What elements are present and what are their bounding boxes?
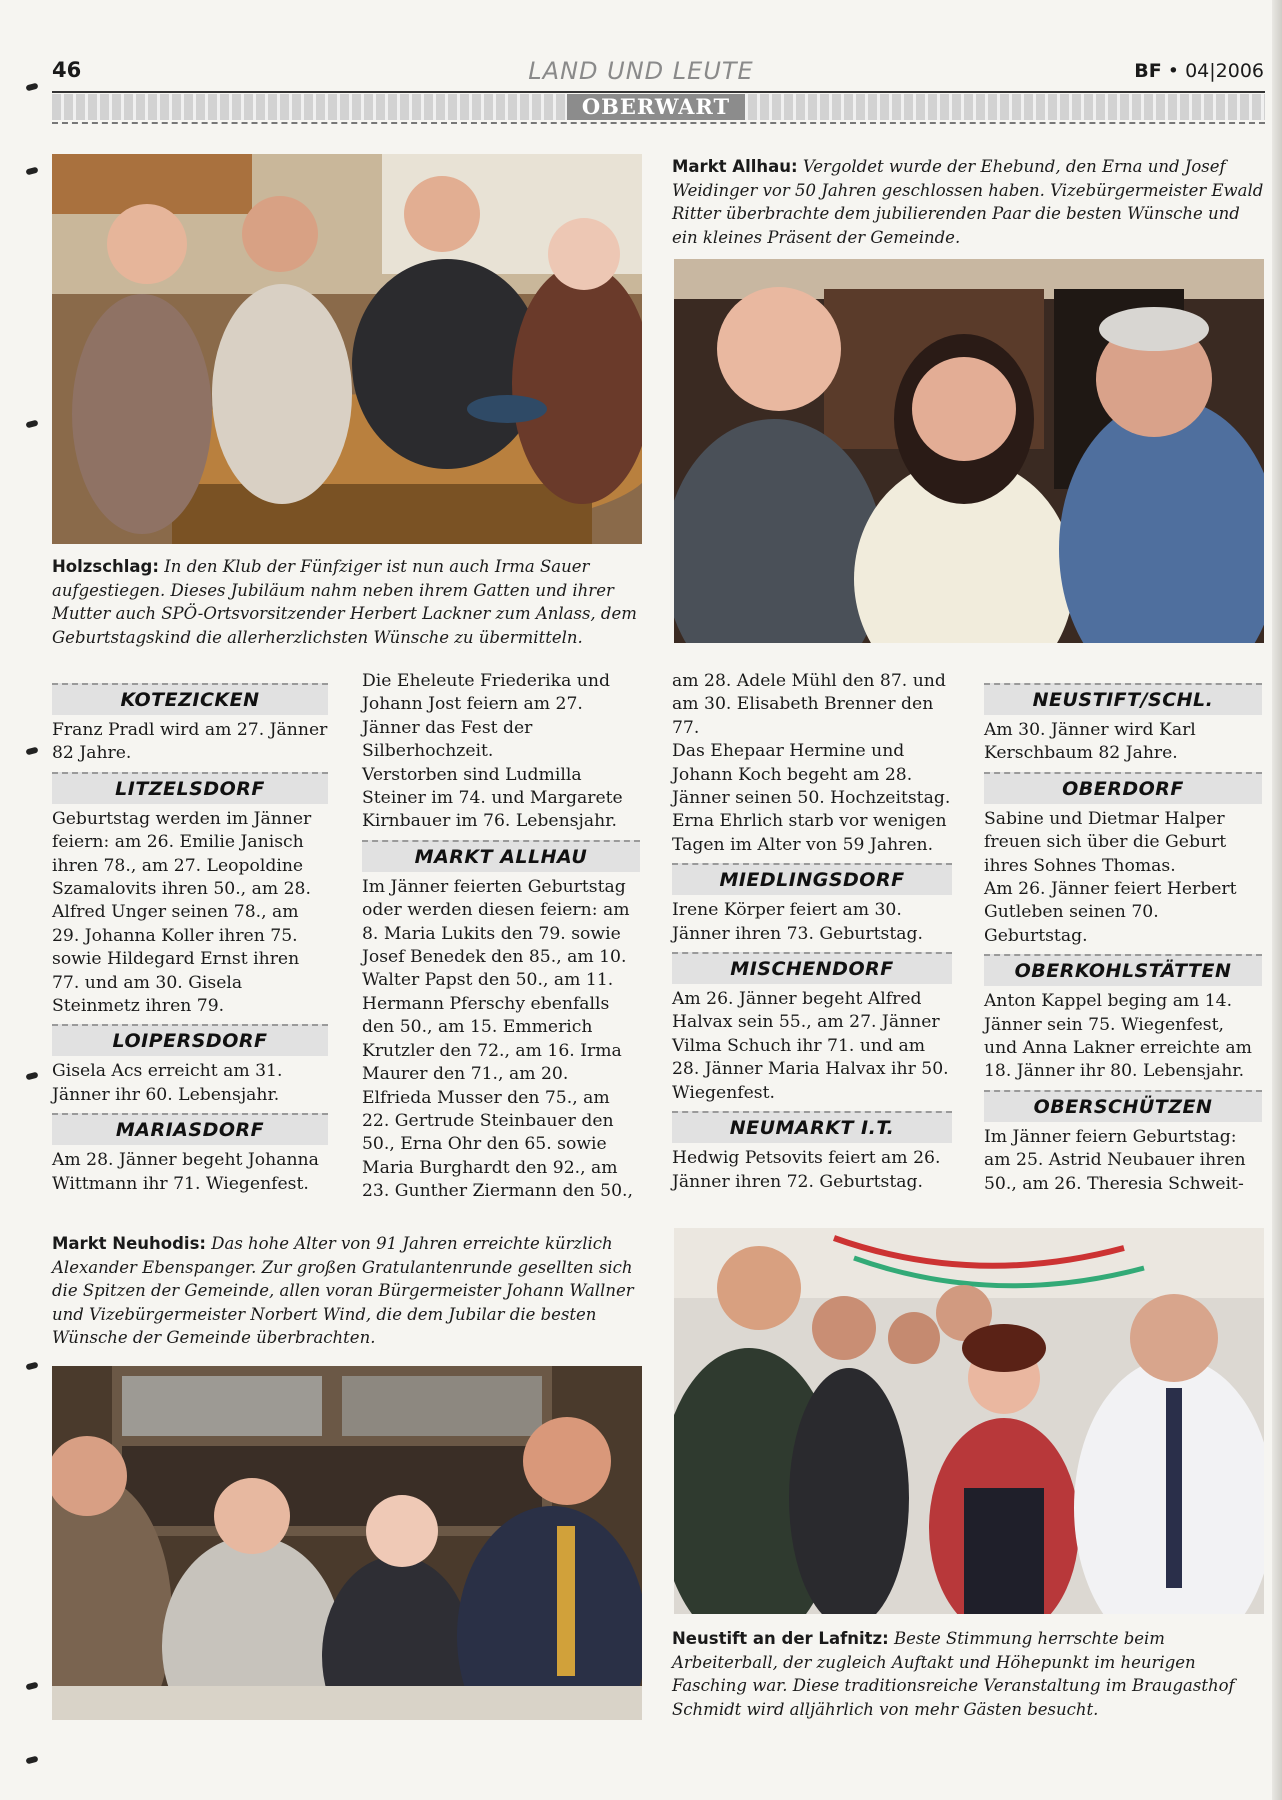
heading-mariasdorf: MARIASDORF	[52, 1113, 328, 1145]
margin-mark	[25, 1756, 38, 1765]
photo-markt-allhau	[674, 259, 1264, 643]
text-oberdorf-2: Am 26. Jänner feiert Herbert Gutleben seinen 70. Geburtstag.	[984, 879, 1237, 946]
issue-info	[1134, 60, 1264, 82]
scan-edge	[1272, 0, 1282, 1800]
text-jost-silberhochzeit: Die Eheleute Friederika und Johann Jost feiern am 27. Jänner das Fest der Silberhochzeit.	[362, 671, 610, 762]
caption-markt-allhau	[672, 155, 1264, 249]
text-oberkohlstaetten: Anton Kappel beging am 14. Jänner sein 75. Wiegenfest, und Anna Lakner erreichte am 18. Jänner ihr 80. Lebensjahr.	[984, 991, 1252, 1082]
column-2	[362, 670, 640, 1204]
text-mariasdorf: Am 28. Jänner begeht Johanna Wittmann ihr 71. Wiegenfest.	[52, 1150, 319, 1194]
caption-place: Markt Neuhodis:	[52, 1234, 207, 1253]
text-neustift-schl: Am 30. Jänner wird Karl Kerschbaum 82 Jahre.	[984, 720, 1196, 764]
heading-markt-allhau: MARKT ALLHAU	[362, 840, 640, 872]
caption-text: In den Klub der Fünfziger ist nun auch Irma Sauer aufgestiegen. Dieses Jubiläum nahm neben ihrem Gatten und ihrer Mutter auch SPÖ-Ortsvorsitzender Herbert Lackner zum Anlass, dem Geburtstagskind die allerherzlichsten Wünsche zu übermitteln.	[52, 557, 637, 647]
header-dashed-rule	[52, 122, 1265, 124]
caption-text: Beste Stimmung herrschte beim Arbeiterball, der zugleich Auftakt und Höhepunkt im heurigen Fasching war. Diese traditionsreiche Veranstaltung im Braugasthof Schmidt wird alljährlich von mehr Gästen besucht.	[672, 1629, 1235, 1719]
heading-kotezicken: KOTEZICKEN	[52, 683, 328, 715]
text-litzelsdorf: Geburtstag werden im Jänner feiern: am 26. Emilie Janisch ihren 78., am 27. Leopoldine Szamalovits ihren 50., am 28. Alfred Unger seinen 78., am 29. Johanna Koller ihren 75. sowie Hildegard Ernst ihren 77. und am 30. Gisela Steinmetz ihren 79.	[52, 808, 312, 1017]
text-oberdorf: Sabine und Dietmar Halper freuen sich über die Geburt ihres Sohnes Thomas.	[984, 808, 1227, 876]
heading-neumarkt: NEUMARKT I.T.	[672, 1111, 952, 1143]
caption-markt-neuhodis	[52, 1232, 644, 1350]
text-mischendorf: Am 26. Jänner begeht Alfred Halvax sein 55., am 27. Jänner Vilma Schuch ihr 71. und am 28. Jänner Maria Halvax ihr 50. Wiegenfest.	[672, 989, 949, 1103]
photo-holzschlag	[52, 154, 642, 544]
heading-oberkohlstaetten: OBERKOHLSTÄTTEN	[984, 954, 1262, 986]
issue-number: 04|2006	[1185, 60, 1264, 82]
text-verstorben: Verstorben sind Ludmilla Steiner im 74. und Margarete Kirnbauer im 76. Lebensjahr.	[362, 764, 623, 832]
section-title: LAND UND LEUTE	[528, 57, 754, 85]
caption-holzschlag	[52, 555, 642, 649]
text-muehl-brenner: am 28. Adele Mühl den 87. und am 30. Elisabeth Brenner den 77.	[672, 671, 946, 738]
heading-mischendorf: MISCHENDORF	[672, 952, 952, 984]
text-ehrlich: Erna Ehrlich starb vor wenigen Tagen im Alter von 59 Jahren.	[672, 811, 947, 855]
brand-logo: BF	[1134, 60, 1162, 82]
text-miedlingsdorf: Irene Körper feiert am 30. Jänner ihren 73. Geburtstag.	[672, 900, 923, 944]
photo-neustift-lafnitz	[674, 1228, 1264, 1614]
margin-mark	[25, 1362, 38, 1371]
caption-text: Vergoldet wurde der Ehebund, den Erna und Josef Weidinger vor 50 Jahren geschlossen haben. Vizebürgermeister Ewald Ritter überbrachte dem jubilierenden Paar die besten Wünsche und ein kleines Präsent der Gemeinde.	[672, 157, 1264, 247]
caption-place: Holzschlag:	[52, 557, 159, 576]
column-4	[984, 683, 1262, 1196]
heading-loipersdorf: LOIPERSDORF	[52, 1024, 328, 1056]
header-rule	[52, 91, 1265, 93]
page-number: 46	[52, 58, 82, 82]
text-koch-hochzeitstag: Das Ehepaar Hermine und Johann Koch begeht am 28. Jänner seinen 50. Hochzeitstag.	[672, 741, 951, 809]
text-neumarkt: Hedwig Petsovits feiert am 26. Jänner ihren 72. Geburtstag.	[672, 1148, 941, 1192]
heading-neustift-schl: NEUSTIFT/SCHL.	[984, 683, 1262, 715]
heading-litzelsdorf: LITZELSDORF	[52, 772, 328, 804]
margin-mark	[25, 420, 38, 429]
caption-neustift-lafnitz	[672, 1627, 1264, 1721]
heading-miedlingsdorf: MIEDLINGSDORF	[672, 863, 952, 895]
column-1	[52, 683, 328, 1196]
heading-oberschuetzen: OBERSCHÜTZEN	[984, 1090, 1262, 1122]
margin-mark	[25, 1682, 38, 1691]
header-separator: •	[1167, 60, 1180, 82]
caption-place: Markt Allhau:	[672, 157, 798, 176]
text-oberschuetzen: Im Jänner feiern Geburtstag: am 25. Astrid Neubauer ihren 50., am 26. Theresia Schweit-	[984, 1126, 1246, 1194]
heading-oberdorf: OBERDORF	[984, 772, 1262, 804]
margin-mark	[25, 1072, 38, 1081]
caption-text: Das hohe Alter von 91 Jahren erreichte kürzlich Alexander Ebenspanger. Zur großen Gratulantenrunde gesellten sich die Spitzen der Gemeinde, allen voran Bürgermeister Johann Wallner und Vizebürgermeister Norbert Wind, die dem Jubilar die besten Wünsche der Gemeinde überbrachten.	[52, 1234, 634, 1347]
margin-mark	[25, 167, 38, 176]
margin-mark	[25, 747, 38, 756]
photo-markt-neuhodis	[52, 1366, 642, 1720]
margin-mark	[25, 83, 38, 92]
text-loipersdorf: Gisela Acs erreicht am 31. Jänner ihr 60. Lebensjahr.	[52, 1061, 283, 1105]
text-markt-allhau: Im Jänner feierten Geburtstag oder werden diesen feiern: am 8. Maria Lukits den 79. sowie Josef Benedek den 85., am 10. Walter Papst den 50., am 11. Hermann Pferschy ebenfalls den 50., am 15. Emmerich Krutzler den 72., am 16. Irma Maurer den 71., am 20. Elfrieda Musser den 75., am 22. Gertrude Steinbauer den 50., Erna Ohr den 65. sowie Maria Burghardt den 92., am 23. Gunther Ziermann den 50.,	[362, 876, 633, 1202]
column-3	[672, 670, 952, 1194]
caption-place: Neustift an der Lafnitz:	[672, 1629, 889, 1648]
region-title: OBERWART	[567, 94, 745, 120]
text-kotezicken: Franz Pradl wird am 27. Jänner 82 Jahre.	[52, 720, 328, 764]
